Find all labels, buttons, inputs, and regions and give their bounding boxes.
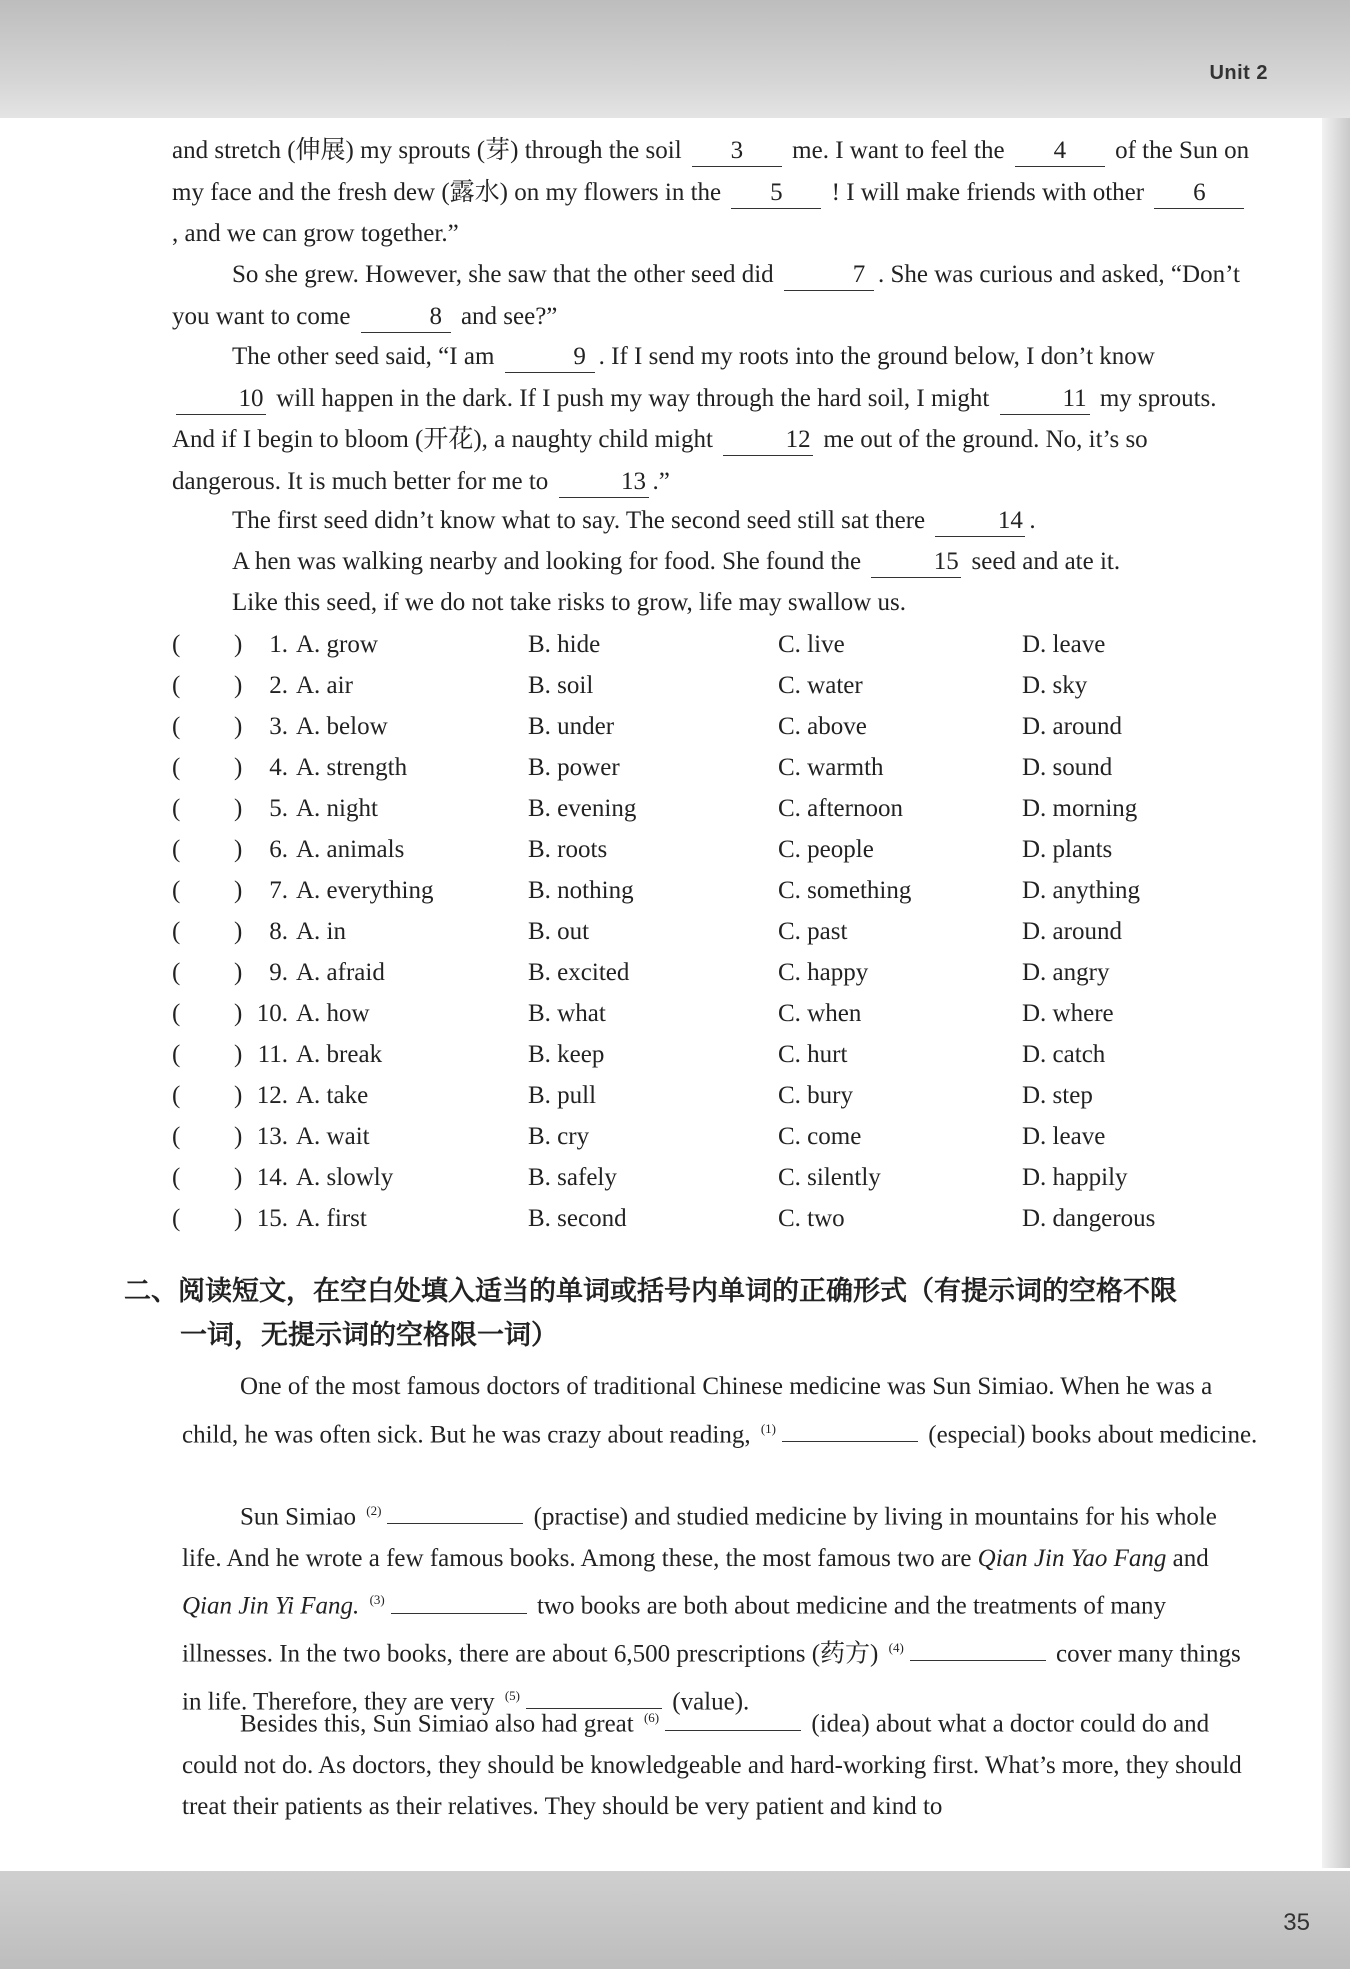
blank-number: (6) (643, 1710, 660, 1725)
option-c[interactable]: C. happy (778, 959, 869, 986)
reading-paragraph (182, 1366, 1262, 1455)
answer-blank[interactable]: 5 (731, 178, 821, 209)
option-a[interactable]: A. take (296, 1082, 369, 1109)
option-b[interactable]: B. cry (528, 1123, 590, 1150)
blank-number: (3) (369, 1592, 385, 1608)
answer-blank[interactable] (391, 1591, 527, 1614)
question-number: 6. (269, 836, 288, 863)
passage-text: ! I will make friends with other (831, 178, 1145, 206)
answer-blank[interactable]: 6 (1154, 178, 1244, 209)
answer-blank[interactable]: 11 (1000, 384, 1090, 415)
option-d[interactable]: D. step (1022, 1082, 1093, 1109)
question-row (172, 1116, 1262, 1157)
option-d[interactable]: D. sky (1022, 672, 1088, 699)
option-c[interactable]: C. silently (778, 1164, 881, 1191)
question-row (172, 1157, 1262, 1198)
option-c[interactable]: C. bury (778, 1082, 853, 1109)
answer-paren-open[interactable]: ( (172, 1205, 181, 1232)
answer-blank[interactable]: 12 (723, 425, 813, 456)
answer-blank[interactable] (665, 1708, 801, 1731)
passage-text: and stretch (伸展) my sprouts (芽) through the soil (172, 137, 682, 164)
question-row (172, 665, 1262, 706)
option-d[interactable]: D. leave (1022, 1123, 1106, 1150)
option-d[interactable]: D. morning (1022, 795, 1138, 822)
option-b[interactable]: B. keep (528, 1041, 605, 1068)
section-title-line: 一词，无提示词的空格限一词） (180, 1320, 558, 1351)
question-row (172, 1034, 1262, 1075)
passage-paragraph (172, 130, 1254, 255)
option-c[interactable]: C. come (778, 1123, 862, 1150)
unit-label: Unit 2 (1209, 62, 1268, 84)
answer-blank[interactable]: 15 (871, 547, 961, 578)
option-b[interactable]: B. second (528, 1205, 627, 1232)
option-b[interactable]: B. pull (528, 1082, 597, 1109)
section-title-line: 二、阅读短文，在空白处填入适当的单词或括号内单词的正确形式（有提示词的空格不限 (124, 1276, 1177, 1307)
passage-paragraph (172, 541, 1254, 583)
option-c[interactable]: C. water (778, 672, 863, 699)
passage-text: . (1029, 507, 1036, 534)
passage-text: , and we can grow together.” (172, 220, 459, 247)
passage-paragraph: Like this seed, if we do not take risks to grow, life may swallow us. (232, 589, 906, 616)
option-c[interactable]: C. when (778, 1000, 862, 1027)
option-a[interactable]: A. afraid (296, 959, 385, 986)
passage-text: (value). (672, 1688, 750, 1716)
option-a[interactable]: A. wait (296, 1123, 370, 1150)
question-number: 10. (256, 1000, 288, 1027)
option-d[interactable]: D. sound (1022, 754, 1113, 781)
answer-blank[interactable] (387, 1501, 523, 1524)
option-b[interactable]: B. out (528, 918, 590, 945)
question-number: 11. (257, 1041, 288, 1068)
book-title: Qian Jin Yao Fang (977, 1544, 1167, 1572)
option-b[interactable]: B. soil (528, 672, 594, 699)
answer-paren-open[interactable]: ( (172, 795, 181, 822)
blank-number: (4) (888, 1640, 904, 1656)
option-d[interactable]: D. angry (1022, 959, 1110, 986)
passage-text: me. I want to feel the (792, 137, 1005, 164)
passage-text: me out of the ground. No, it’s so dangerous. It is much better for me to (172, 426, 1148, 495)
option-b[interactable]: B. power (528, 754, 620, 781)
question-number: 3. (269, 713, 288, 740)
option-d[interactable]: D. catch (1022, 1041, 1106, 1068)
passage-text: and (1172, 1544, 1209, 1572)
question-row (172, 1075, 1262, 1116)
blank-number: (1) (760, 1420, 776, 1436)
option-a[interactable]: A. first (296, 1205, 367, 1232)
question-number: 5. (269, 795, 288, 822)
option-c[interactable]: C. above (778, 713, 867, 740)
answer-paren-open[interactable]: ( (172, 1082, 181, 1109)
option-b[interactable]: B. under (528, 713, 615, 740)
option-b[interactable]: B. roots (528, 836, 608, 863)
question-number: 1. (269, 631, 288, 658)
option-a[interactable]: A. below (296, 713, 388, 740)
answer-paren-close[interactable]: ) (234, 672, 243, 699)
passage-text: One of the most famous doctors of traditional Chinese medicine was Sun Simiao. When he was a child, he was often sick. But he was crazy about reading, (182, 1373, 1213, 1448)
answer-paren-close[interactable]: ) (234, 754, 243, 781)
answer-paren-close[interactable]: ) (234, 877, 243, 904)
answer-paren-open[interactable]: ( (172, 836, 181, 863)
question-number: 7. (269, 877, 288, 904)
passage-paragraph (172, 500, 1254, 542)
multiple-choice-options (172, 624, 1262, 1239)
option-a[interactable]: A. slowly (296, 1164, 394, 1191)
question-row (172, 870, 1262, 911)
blank-number: (5) (504, 1687, 520, 1703)
passage-text: my sprouts. And if I begin to bloom (开花), a naughty child might (172, 384, 1217, 453)
answer-blank[interactable]: 13 (559, 467, 649, 498)
option-a[interactable]: A. strength (296, 754, 408, 781)
answer-paren-open[interactable]: ( (172, 1164, 181, 1191)
option-c[interactable]: C. afternoon (778, 795, 903, 822)
option-d[interactable]: D. leave (1022, 631, 1106, 658)
option-c[interactable]: C. warmth (778, 754, 884, 781)
answer-blank[interactable]: 7 (784, 260, 874, 291)
answer-paren-open[interactable]: ( (172, 713, 181, 740)
question-row (172, 706, 1262, 747)
option-a[interactable]: A. everything (296, 877, 434, 904)
option-b[interactable]: B. excited (528, 959, 630, 986)
page-number: 35 (1283, 1909, 1310, 1936)
option-b[interactable]: B. evening (528, 795, 637, 822)
answer-paren-close[interactable]: ) (234, 631, 243, 658)
page-footer-band (0, 1871, 1350, 1969)
answer-blank[interactable]: 14 (935, 506, 1025, 537)
question-number: 9. (269, 959, 288, 986)
question-row (172, 911, 1262, 952)
answer-paren-open[interactable]: ( (172, 672, 181, 699)
option-c[interactable]: C. something (778, 877, 912, 904)
answer-paren-close[interactable]: ) (234, 1041, 243, 1068)
question-number: 14. (256, 1164, 288, 1191)
option-a[interactable]: A. in (296, 918, 346, 945)
answer-paren-close[interactable]: ) (234, 795, 243, 822)
question-number: 4. (269, 754, 288, 781)
answer-blank[interactable] (910, 1638, 1046, 1661)
answer-paren-open[interactable]: ( (172, 1041, 181, 1068)
answer-blank[interactable]: 10 (176, 384, 266, 415)
reading-paragraph (182, 1490, 1262, 1723)
passage-text: (practise) and studied medicine by living in mountains for his whole life. And he wrote a few famous books. Among these, the most famous two are (182, 1503, 1217, 1572)
answer-paren-open[interactable]: ( (172, 631, 181, 658)
answer-paren-close[interactable]: ) (234, 959, 243, 986)
question-row (172, 1198, 1262, 1239)
option-d[interactable]: D. where (1022, 1000, 1114, 1027)
passage-text: (especial) books about medicine. (928, 1420, 1258, 1448)
question-number: 15. (256, 1205, 288, 1232)
option-b[interactable]: B. hide (528, 631, 601, 658)
option-d[interactable]: D. happily (1022, 1164, 1128, 1191)
question-row (172, 747, 1262, 788)
option-a[interactable]: A. animals (296, 836, 405, 863)
answer-blank[interactable]: 8 (361, 302, 451, 333)
option-d[interactable]: D. around (1022, 918, 1122, 945)
option-a[interactable]: A. how (296, 1000, 370, 1027)
answer-paren-close[interactable]: ) (234, 713, 243, 740)
question-number: 2. (269, 672, 288, 699)
answer-paren-close[interactable]: ) (234, 1082, 243, 1109)
question-number: 12. (256, 1082, 288, 1109)
passage-text: The other seed said, “I am (232, 343, 495, 370)
passage-text: .” (652, 467, 670, 495)
option-a[interactable]: A. air (296, 672, 353, 699)
passage-text: and see?” (460, 302, 558, 330)
passage-text: of the Sun on my face and the fresh dew (露水) on my flowers in the (172, 137, 1250, 206)
answer-blank[interactable]: 3 (692, 136, 782, 167)
option-a[interactable]: A. night (296, 795, 378, 822)
answer-paren-open[interactable]: ( (172, 918, 181, 945)
answer-paren-open[interactable]: ( (172, 754, 181, 781)
passage-text: . She was curious and asked, “Don’t you want to come (172, 261, 1240, 330)
page-header-band (0, 0, 1350, 118)
page-edge-shadow (1322, 118, 1350, 1868)
question-number: 8. (269, 918, 288, 945)
answer-paren-close[interactable]: ) (234, 1205, 243, 1232)
answer-paren-open[interactable]: ( (172, 877, 181, 904)
passage-text: Sun Simiao (240, 1503, 356, 1531)
book-title: Qian Jin Yi Fang. (182, 1592, 360, 1620)
passage-text: two books are both about medicine and the treatments of many illnesses. In the two books, there are about 6,500 prescriptions (药方) (182, 1592, 1166, 1668)
answer-paren-open[interactable]: ( (172, 959, 181, 986)
answer-paren-close[interactable]: ) (234, 1164, 243, 1191)
option-d[interactable]: D. anything (1022, 877, 1141, 904)
passage-text: cover many things in life. Therefore, they are very (182, 1640, 1241, 1716)
passage-text: So she grew. However, she saw that the other seed did (232, 261, 774, 288)
option-d[interactable]: D. dangerous (1022, 1205, 1156, 1232)
passage-text: Besides this, Sun Simiao also had great (240, 1710, 634, 1738)
question-row (172, 788, 1262, 829)
option-c[interactable]: C. live (778, 631, 845, 658)
passage-text: . If I send my roots into the ground below, I don’t know (598, 343, 1155, 370)
question-row (172, 993, 1262, 1034)
question-row (172, 952, 1262, 993)
passage-text: The first seed didn’t know what to say. The second seed still sat there (232, 507, 926, 534)
option-c[interactable]: C. people (778, 836, 874, 863)
answer-paren-close[interactable]: ) (234, 836, 243, 863)
passage-text: seed and ate it. (971, 548, 1121, 575)
option-b[interactable]: B. what (528, 1000, 606, 1027)
passage-text: (idea) about what a doctor could do and could not do. As doctors, they should be knowledgeable and hard-working first. What’s more, they should treat their patients as their relatives. They should be very patient and kind to (182, 1710, 1242, 1821)
question-number: 13. (256, 1123, 288, 1150)
option-c[interactable]: C. past (778, 918, 848, 945)
option-a[interactable]: A. break (296, 1041, 383, 1068)
question-row (172, 624, 1262, 665)
option-c[interactable]: C. hurt (778, 1041, 848, 1068)
passage-text: A hen was walking nearby and looking for food. She found the (232, 548, 862, 575)
passage-paragraph (172, 336, 1254, 502)
passage-paragraph (172, 254, 1254, 337)
option-a[interactable]: A. grow (296, 631, 378, 658)
section-title (124, 1270, 1274, 1358)
answer-paren-close[interactable]: ) (234, 918, 243, 945)
reading-paragraph (182, 1697, 1262, 1828)
passage-text: will happen in the dark. If I push my way through the hard soil, I might (276, 384, 990, 412)
answer-paren-open[interactable]: ( (172, 1000, 181, 1027)
option-d[interactable]: D. plants (1022, 836, 1113, 863)
option-d[interactable]: D. around (1022, 713, 1122, 740)
blank-number: (2) (366, 1503, 382, 1518)
option-b[interactable]: B. nothing (528, 877, 634, 904)
answer-paren-close[interactable]: ) (234, 1123, 243, 1150)
answer-paren-close[interactable]: ) (234, 1000, 243, 1027)
answer-paren-open[interactable]: ( (172, 1123, 181, 1150)
option-c[interactable]: C. two (778, 1205, 845, 1232)
answer-blank[interactable]: 4 (1015, 136, 1105, 167)
answer-blank[interactable] (782, 1419, 918, 1442)
answer-blank[interactable]: 9 (505, 342, 595, 373)
option-b[interactable]: B. safely (528, 1164, 617, 1191)
question-row (172, 829, 1262, 870)
